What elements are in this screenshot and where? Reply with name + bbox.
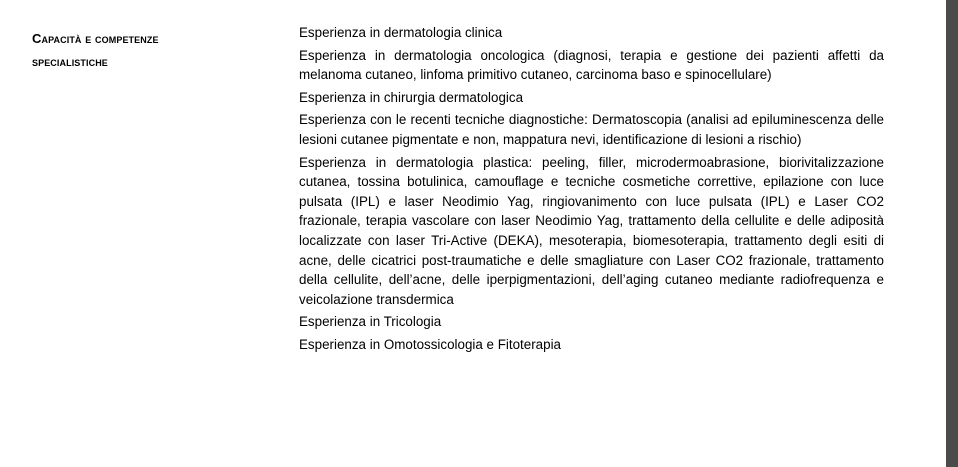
skill-entry-clinical: Esperienza in dermatologia clinica [299, 25, 503, 40]
skills-list [299, 23, 884, 358]
section-heading-line-2: specialistiche [32, 54, 108, 69]
section-heading [32, 27, 272, 73]
skill-entry-plastic-dermatology: Esperienza in dermatologia plastica: peeling, filler, microdermoabrasione, biorivitalizzazione cutanea, tossina botulinica, camouflage e tecniche cosmetiche correttive, epilazione con luce pulsata (IPL) e laser Neodimio Yag, ringiovanimento con luce pulsata (IPL) e Laser CO2 frazionale, terapia vascolare con laser Neodimio Yag, trattamento della cellulite e delle adiposità localizzate con laser Tri-Active (DEKA), mesoterapia, biomesoterapia, trattamento degli esiti di acne, delle cicatrici post-traumatiche e delle smagliature con Laser CO2 frazionale, trattamento della cellulite, dell’acne, delle iperpigmentazioni, dell’aging cutaneo mediante radiofrequenza e veicolazione transdermica [299, 154, 884, 307]
section-heading-line-1: Capacità e competenze [32, 31, 159, 46]
skill-entry-oncology: Esperienza in dermatologia oncologica (diagnosi, terapia e gestione dei pazienti affetti da melanoma cutaneo, linfoma primitivo cutaneo, carcinoma baso e spinocellulare) [299, 47, 884, 83]
skill-entry-surgery: Esperienza in chirurgia dermatologica [299, 89, 524, 105]
skill-entry-homotoxicology: Esperienza in Omotossicologia e Fitoterapia [299, 336, 561, 352]
skill-entry-trichology: Esperienza in Tricologia [299, 314, 442, 330]
viewer-edge-bar [946, 0, 958, 467]
skill-entry-diagnostics: Esperienza con le recenti tecniche diagnostiche: Dermatoscopia (analisi ad epiluminescenza delle lesioni cutanee pigmentate e non, mappatura nevi, identificazione di lesioni a rischio) [299, 112, 884, 147]
